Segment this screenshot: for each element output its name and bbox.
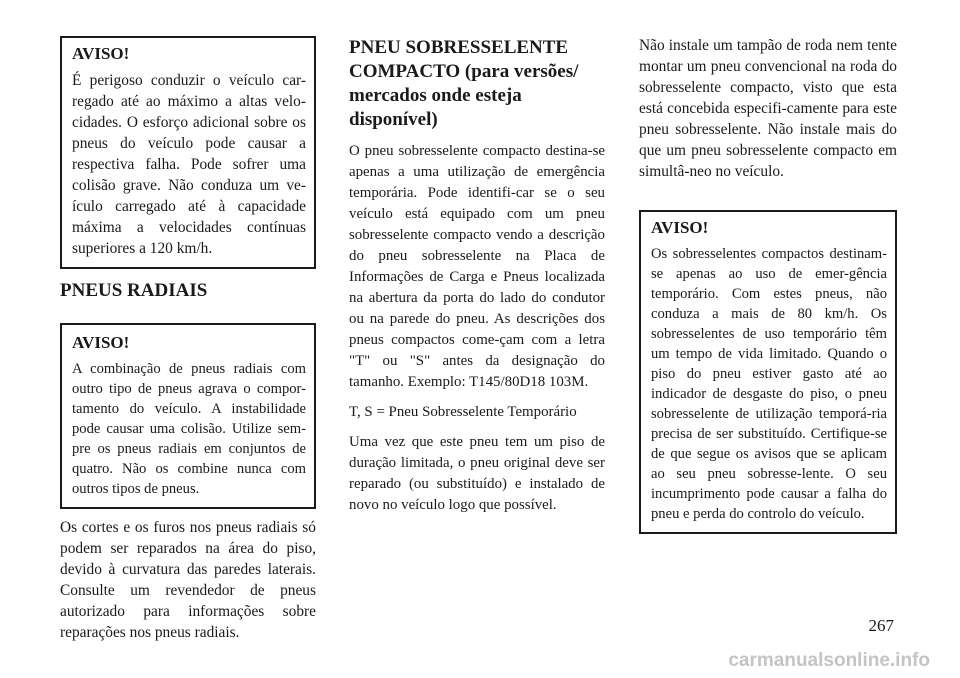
section-heading-radial-tires: PNEUS RADIAIS xyxy=(60,280,208,301)
warning-body: Os sobresselentes compactos destinam-se apenas ao uso de emer-gência temporário. Com estes pneus, não conduza a mais de 80 km/h. Os sobresselentes de uso temporário têm um tempo de vida limitado. Quando o piso do pneu estiver gasto até ao indicador de desgaste do piso, o pneu sobresselente de utilização temporá-ria precisa de ser substituído. Certifique-se de que segue os avisos que se aplicam ao seu pneu sobresse-lente. O seu incumprimento pode causar a falha do pneu e perda do controlo do veículo. xyxy=(651,246,887,522)
paragraph-compact-spare-intro: O pneu sobresselente compacto destina-se apenas a uma utilização de emergência temporária. Pode identifi-car se o seu veículo está equipado com um pneu sobresselente compacto vendo a descrição do pneu sobresselente na Placa de Informações de Carga e Pneus localizada na abertura da porta do lado do condutor ou na parede do pneu. As descrições dos pneus compactos come-çam com a letra "T" ou "S" antes da designação do tamanho. Exemplo: T145/80D18 103M. xyxy=(349,143,605,390)
paragraph-limited-tread: Uma vez que este pneu tem um piso de duração limitada, o pneu original deve ser reparado (ou substituído) e instalado de novo no veículo logo que possível. xyxy=(349,434,605,513)
column-right xyxy=(639,36,897,534)
warning-title: AVISO! xyxy=(72,44,130,63)
section-heading-compact-spare: PNEU SOBRESSELENTE COMPACTO (para versões/ mercados onde esteja disponível) xyxy=(349,37,579,130)
paragraph-wheel-cover: Não instale um tampão de roda nem tente montar um pneu convencional na roda do sobresselente compacto, visto que esta está concebida especifi-camente para este pneu sobresselente. Não instale mais do que um pneu sobresselente compacto em simultâ-neo no veículo. xyxy=(639,37,897,180)
warning-box-compact-spare xyxy=(639,210,897,534)
warning-box-radial-tires xyxy=(60,323,316,509)
page-number: 267 xyxy=(868,616,894,635)
warning-body: A combinação de pneus radiais com outro tipo de pneus agrava o compor-tamento do veículo. A instabilidade pode causar uma colisão. Utilize sem-pre os pneus radiais em conjuntos de quatro. Não os combine nunca com outros tipos de pneus. xyxy=(72,361,306,497)
paragraph-radial-repair: Os cortes e os furos nos pneus radiais só podem ser reparados na área do piso, devido à curvatura das paredes laterais. Consulte um revendedor de pneus autorizado para informações sobre reparações nos pneus radiais. xyxy=(60,519,316,641)
paragraph-temporary-spare-legend: T, S = Pneu Sobresselente Temporário xyxy=(349,404,577,420)
warning-title: AVISO! xyxy=(72,333,130,352)
warning-title: AVISO! xyxy=(651,218,709,237)
column-left xyxy=(60,36,316,643)
warning-box-overload xyxy=(60,36,316,269)
watermark-text: carmanualsonline.info xyxy=(728,650,930,671)
column-middle xyxy=(349,36,605,516)
warning-body: É perigoso conduzir o veículo car-regado até ao máximo a altas velo-cidades. O esforço adicional sobre os pneus do veículo pode causar a respectiva falha. Pode sofrer uma colisão grave. Não conduza um ve-ículo carregado até à capacidade máxima a velocidades contínuas superiores a 120 km/h. xyxy=(72,72,306,257)
